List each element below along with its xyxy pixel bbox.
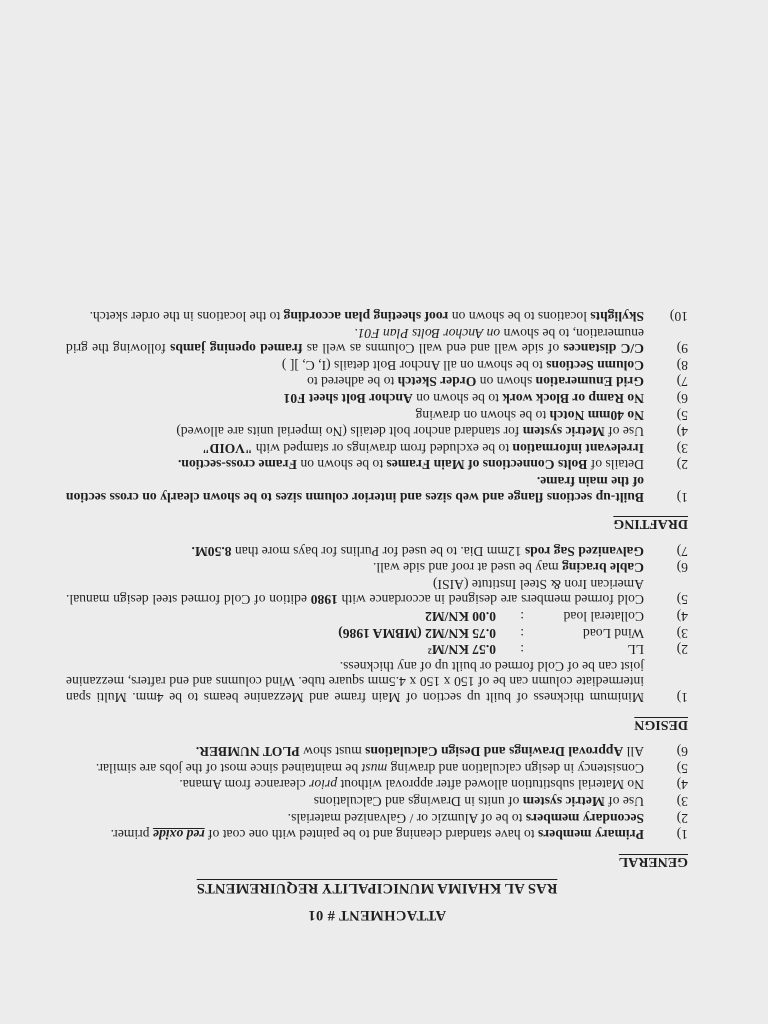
general-list <box>66 744 688 843</box>
design-item-4 <box>66 609 688 625</box>
general-item-2 <box>66 810 688 826</box>
item-text: to be adhered to <box>307 374 398 390</box>
item-text: All <box>623 744 644 760</box>
item-text: locations to be shown on <box>448 309 591 324</box>
item-number: 2) <box>676 642 688 658</box>
drafting-item-6 <box>66 390 688 406</box>
load-value: 0.75 KN/M2 (MBMA 1986) <box>338 625 496 641</box>
general-item-4 <box>66 777 688 793</box>
design-item-6 <box>66 560 688 576</box>
design-item-3 <box>66 625 688 641</box>
item-text-bold: Grid Enumeration <box>535 374 644 390</box>
drafting-item-4 <box>66 424 688 440</box>
item-text-emphasis: red oxide <box>152 827 205 843</box>
item-text-bold: Metric system <box>522 424 605 440</box>
item-text-bold: Anchor Bolt sheet F01 <box>283 390 413 406</box>
design-item-5 <box>66 576 688 607</box>
item-text: to be shown on <box>296 457 387 473</box>
item-number: 7) <box>676 374 688 390</box>
item-text: Use of <box>604 424 644 440</box>
item-text-bold: Bolts Connections of Main Frames <box>386 457 588 473</box>
section-heading-design: DESIGN <box>634 716 688 732</box>
item-text: clearance from Amana. <box>179 777 310 793</box>
item-text: to be shown on all Anchor Bolt details (I, C, ][ ) <box>281 357 547 373</box>
drafting-item-3 <box>66 440 688 456</box>
item-text-italic: must <box>361 760 388 776</box>
item-number: 5) <box>676 407 688 423</box>
item-text-bold: Column Sections <box>546 357 644 373</box>
load-row-ll <box>66 642 644 658</box>
design-item-7 <box>66 543 688 559</box>
item-text-bold: "VOID" <box>202 440 253 456</box>
item-text-bold: No Ramp or Block work <box>502 390 644 406</box>
item-text-bold: No 40mm Notch <box>549 407 644 423</box>
item-text-bold: sections flange and web sizes and interior column sizes to be shown clearly on cross section of the main frame. <box>66 473 644 505</box>
item-text-bold: Secondary members <box>525 810 644 826</box>
design-list <box>66 543 688 705</box>
load-value: 0.00 KN/M2 <box>425 609 496 625</box>
item-text: edition of Cold formed steel design manual. American Iron & Steel Institute (AISI) <box>66 576 644 608</box>
section-heading-drafting: DRAFTING <box>613 516 688 532</box>
load-colon: : <box>520 609 524 625</box>
item-text-bold: Order Sketch <box>397 374 477 390</box>
item-number: 6) <box>676 390 688 406</box>
load-colon: : <box>520 642 524 658</box>
document-subtitle <box>66 880 688 896</box>
design-item-1 <box>66 658 688 705</box>
item-text: Use of <box>604 794 644 810</box>
item-text: of units in Drawings and Calculations <box>313 794 523 810</box>
item-text: shown on <box>476 374 536 390</box>
drafting-list <box>66 308 688 504</box>
item-text-bold: Galvanized Sag rods <box>524 543 644 559</box>
item-number: 1) <box>676 489 688 505</box>
drafting-item-1 <box>66 473 688 504</box>
item-text: Consistency in design calculation and drawing <box>387 760 644 776</box>
item-text-bold: Metric system <box>522 794 605 810</box>
drafting-item-8 <box>66 357 688 373</box>
item-text: Details of <box>587 457 644 473</box>
general-item-3 <box>66 793 688 809</box>
item-number: 5) <box>676 592 688 608</box>
item-text-bold: 8.50M. <box>191 543 232 559</box>
item-number: 4) <box>676 777 688 793</box>
document-content <box>66 307 688 922</box>
item-text-bold: Built-up <box>595 489 644 505</box>
load-row-collateral <box>66 609 644 625</box>
item-text: primer. <box>110 827 153 843</box>
drafting-item-5 <box>66 407 688 423</box>
item-text: for standard anchor bolt details (No imperial units are allowed) <box>176 424 523 440</box>
item-text: to be of Alumzic or / Galvanized materials. <box>287 810 526 826</box>
item-text: to the locations in the order sketch. <box>89 309 284 324</box>
item-text: be maintained since most of the jobs are similar. <box>95 760 362 776</box>
item-number: 5) <box>676 760 688 776</box>
general-item-6 <box>66 744 688 760</box>
item-text-bold: Approval Drawings and Design Calculations <box>365 744 624 760</box>
item-text-italic: on Anchor Bolts Plan F01. <box>354 325 501 341</box>
load-value: 0.57 KN/M² <box>427 642 496 658</box>
item-text-bold: C/C distances <box>563 341 644 357</box>
load-label: LL <box>627 642 644 658</box>
section-heading-general: GENERAL <box>618 853 688 869</box>
item-text-bold: Skylights <box>590 309 644 324</box>
drafting-item-10 <box>66 308 688 324</box>
item-text-bold: 1980 <box>310 592 338 608</box>
item-text: must show <box>299 744 366 760</box>
item-number: 2) <box>676 810 688 826</box>
item-number: 1) <box>676 690 688 706</box>
item-text-italic: prior <box>309 777 338 793</box>
item-number: 6) <box>676 560 688 576</box>
item-text: Cold formed members are designed in accordance with <box>337 592 644 608</box>
item-number: 3) <box>676 440 688 456</box>
item-text-bold: Frame cross-section. <box>177 457 297 473</box>
item-text-bold: Cable bracing <box>562 560 644 576</box>
item-text: Minimum thickness of built up section of Main frame and Mezzanine beams to be 4mm. Multi span intermediate column can be of 150 x 150 x 4.5mm square tube. Wind columns and end rafters, mezzanine joist can be of Cold formed or built up of any thickness. <box>66 658 644 706</box>
item-number: 4) <box>676 424 688 440</box>
item-number: 8) <box>676 357 688 373</box>
item-text: may be used at roof and side wall. <box>372 560 563 576</box>
document-title: ATTACHMENT # 01 <box>307 907 447 923</box>
item-text: to have standard cleaning and to be painted with one coat of <box>204 827 538 843</box>
item-number: 9) <box>676 341 688 357</box>
load-label: Collateral load <box>563 609 644 625</box>
document-subtitle-text: RAS AL KHAIMA MUNICIPALITY REQUIREMENTS <box>196 880 558 897</box>
drafting-item-2 <box>66 457 688 473</box>
item-text: to be shown on drawing <box>415 407 550 423</box>
item-number: 3) <box>676 625 688 641</box>
item-text: to be shown on <box>412 390 503 406</box>
item-number: 1) <box>676 827 688 843</box>
item-text: 12mm Dia. to be used for Purlins for bays more than <box>231 543 525 559</box>
item-text-bold: Primary members <box>537 827 644 843</box>
item-text-bold: PLOT NUMBER. <box>195 744 300 760</box>
item-text: No Material substitution allowed after approval without <box>337 777 644 793</box>
item-number: 10) <box>669 309 688 324</box>
item-number: 3) <box>676 794 688 810</box>
item-text: of side wall and end wall Columns as well as <box>302 341 564 357</box>
item-number: 2) <box>676 457 688 473</box>
item-text-bold: framed opening jambs <box>170 341 303 357</box>
load-colon: : <box>520 625 524 641</box>
general-item-5 <box>66 760 688 776</box>
design-item-2 <box>66 642 688 658</box>
general-item-1 <box>66 827 688 843</box>
load-label: Wind Load <box>583 625 644 641</box>
item-text-bold: Irrelevant information <box>512 440 644 456</box>
drafting-item-9 <box>66 325 688 356</box>
item-text-bold: roof sheeting plan according <box>283 309 449 324</box>
load-row-wind <box>66 625 644 641</box>
drafting-item-7 <box>66 374 688 390</box>
item-text: to be excluded from drawings or stamped with <box>252 440 513 456</box>
item-number: 6) <box>676 744 688 760</box>
item-text: following the grid enumeration, to be shown <box>65 325 644 357</box>
item-number: 7) <box>676 543 688 559</box>
item-number: 4) <box>676 609 688 625</box>
